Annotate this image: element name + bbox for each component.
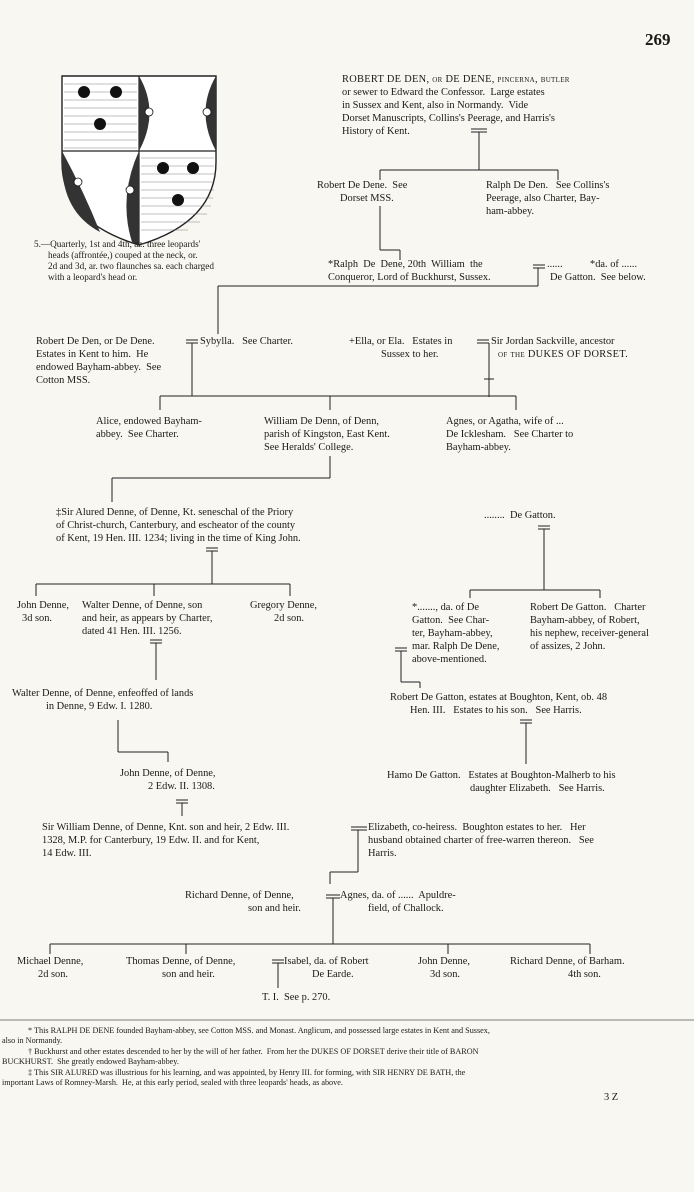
entry-da-of-de-gatton-charter-line-3: ter, Bayham-abbey, bbox=[412, 628, 493, 639]
entry-john-denne-3d-bottom-line-2: 3d son. bbox=[430, 969, 461, 980]
entry-ella-line-1: +Ella, or Ela. Estates in bbox=[349, 336, 453, 347]
entry-sackville-line-1: Sir Jordan Sackville, ancestor bbox=[491, 336, 615, 347]
entry-da-of-de-gatton-charter-line-1: *......., da. of De bbox=[412, 602, 479, 613]
entry-william-de-denn-line-2: parish of Kingston, East Kent. bbox=[264, 429, 390, 440]
entry-robert-de-gatton-charter-line-2: Bayham-abbey, of Robert, bbox=[530, 615, 640, 626]
entry-john-denne-3d-line-2: 3d son. bbox=[22, 613, 53, 624]
entry-gregory-denne-line-1: Gregory Denne, bbox=[250, 600, 317, 611]
entry-robert-de-den-line-5: History of Kent. bbox=[342, 126, 410, 137]
entry-sackville-line-2: of the DUKES OF DORSET. bbox=[498, 349, 629, 360]
footnote-2-line-2: BUCKHURST. She greatly endowed Bayham-abbey. bbox=[2, 1057, 179, 1066]
entry-ralph-de-den-line-2: Peerage, also Charter, Bay- bbox=[486, 193, 600, 204]
entry-sir-alured-line-3: of Kent, 19 Hen. III. 1234; living in the time of King John. bbox=[56, 533, 301, 544]
entry-richard-denne-heir-line-1: Richard Denne, of Denne, bbox=[185, 890, 294, 901]
entry-elizabeth-line-2: husband obtained charter of free-warren thereon. See bbox=[368, 835, 594, 846]
entry-elizabeth-line-3: Harris. bbox=[368, 848, 397, 859]
entry-sir-william-denne-line-2: 1328, M.P. for Canterbury, 19 Edw. II. and for Kent, bbox=[42, 835, 260, 846]
entry-alice-line-1: Alice, endowed Bayham- bbox=[96, 416, 202, 427]
entry-ralph-de-dene-line-1: *Ralph De Dene, 20th William the bbox=[328, 259, 483, 270]
entry-da-of-de-gatton-charter-line-5: above-mentioned. bbox=[412, 654, 487, 665]
entry-ti-reference: T. I. See p. 270. bbox=[262, 992, 331, 1003]
entry-agnes-line-3: Bayham-abbey. bbox=[446, 442, 511, 453]
entry-walter-denne-line-1: Walter Denne, of Denne, son bbox=[82, 600, 203, 611]
entry-agnes-line-2: De Icklesham. See Charter to bbox=[446, 429, 574, 440]
entry-robert-de-den-kent-line-1: Robert De Den, or De Dene. bbox=[36, 336, 155, 347]
entry-robert-de-dene-dorset-line-1: Robert De Dene. See bbox=[317, 180, 408, 191]
page-number: 269 bbox=[645, 30, 671, 49]
entry-isabel-line-2: De Earde. bbox=[312, 969, 354, 980]
entry-ralph-de-dene-line-2: Conqueror, Lord of Buckhurst, Sussex. bbox=[328, 272, 491, 283]
entry-de-gatton-top: ........ De Gatton. bbox=[484, 510, 556, 521]
entry-richard-denne-barham-line-1: Richard Denne, of Barham. bbox=[510, 956, 625, 967]
entry-sir-alured-line-1: ‡Sir Alured Denne, of Denne, Kt. seneschal of the Priory bbox=[56, 507, 294, 518]
entry-gregory-denne-line-2: 2d son. bbox=[274, 613, 305, 624]
entry-robert-de-gatton-charter-line-3: his nephew, receiver-general bbox=[530, 628, 649, 639]
entry-alice-line-2: abbey. See Charter. bbox=[96, 429, 179, 440]
entry-robert-de-den-line-2: or sewer to Edward the Confessor. Large estates bbox=[342, 87, 545, 98]
entry-thomas-denne-line-2: son and heir. bbox=[162, 969, 215, 980]
footnote-3-line-1: ‡ This SIR ALURED was illustrious for his learning, and was appointed, by Henry III. for forming, with SIR HENRY DE BATH, the bbox=[28, 1068, 466, 1077]
entry-john-denne-3d-bottom-line-1: John Denne, bbox=[418, 956, 470, 967]
arms-caption-line-2: heads (affrontée,) couped at the neck, or. bbox=[48, 250, 198, 260]
entry-isabel-line-1: Isabel, da. of Robert bbox=[284, 956, 369, 967]
entry-john-denne-2edw-line-2: 2 Edw. II. 1308. bbox=[148, 781, 215, 792]
entry-richard-denne-barham-line-2: 4th son. bbox=[568, 969, 601, 980]
entry-robert-de-den-line-3: in Sussex and Kent, also in Normandy. Vide bbox=[342, 100, 529, 111]
entry-da-of-de-gatton-line-2: De Gatton. See below. bbox=[550, 272, 646, 283]
arms-caption-line-3: 2d and 3d, ar. two flaunches sa. each charged bbox=[48, 261, 214, 271]
entry-hamo-de-gatton-line-1: Hamo De Gatton. Estates at Boughton-Malherb to his bbox=[387, 770, 616, 781]
entry-ralph-de-den-line-1: Ralph De Den. See Collins's bbox=[486, 180, 610, 191]
entry-agnes-apuldrefield-line-1: Agnes, da. of ...... Apuldre- bbox=[340, 890, 456, 901]
footnote-2-line-1: † Buckhurst and other estates descended to her by the will of her father. From her the DUKES OF DORSET derive their title of BARON bbox=[28, 1047, 479, 1056]
entry-sybylla: Sybylla. See Charter. bbox=[200, 336, 293, 347]
footnote-1-line-2: also in Normandy. bbox=[2, 1036, 63, 1045]
entry-sir-alured-line-2: of Christ-church, Canterbury, and escheator of the county bbox=[56, 520, 296, 531]
entry-hamo-de-gatton-line-2: daughter Elizabeth. See Harris. bbox=[470, 783, 605, 794]
entry-walter-denne-enfeoffed-line-1: Walter Denne, of Denne, enfeoffed of lands bbox=[12, 688, 194, 699]
entry-elizabeth-line-1: Elizabeth, co-heiress. Boughton estates to her. Her bbox=[368, 822, 586, 833]
entry-sir-william-denne-line-3: 14 Edw. III. bbox=[42, 848, 92, 859]
entry-robert-de-gatton-charter-line-1: Robert De Gatton. Charter bbox=[530, 602, 646, 613]
entry-da-of-dots: ...... bbox=[547, 259, 563, 270]
entry-da-of-de-gatton-charter-line-2: Gatton. See Char- bbox=[412, 615, 490, 626]
entry-sir-william-denne-line-1: Sir William Denne, of Denne, Knt. son and heir, 2 Edw. III. bbox=[42, 822, 290, 833]
entry-da-of-de-gatton-charter-line-4: mar. Ralph De Dene, bbox=[412, 641, 500, 652]
entry-robert-de-gatton-boughton-line-2: Hen. III. Estates to his son. See Harris. bbox=[410, 705, 582, 716]
entry-agnes-apuldrefield-line-2: field, of Challock. bbox=[368, 903, 444, 914]
entry-robert-de-dene-dorset-line-2: Dorset MSS. bbox=[340, 193, 394, 204]
entry-walter-denne-line-2: and heir, as appears by Charter, bbox=[82, 613, 213, 624]
entry-walter-denne-enfeoffed-line-2: in Denne, 9 Edw. I. 1280. bbox=[46, 701, 153, 712]
entry-robert-de-den-kent-line-3: endowed Bayham-abbey. See bbox=[36, 362, 162, 373]
footnote-1-line-1: * This RALPH DE DENE founded Bayham-abbey, see Cotton MSS. and Monast. Anglicum, and possessed large estates in Kent and Sussex, bbox=[28, 1026, 490, 1035]
entry-da-of-de-gatton-line-1: *da. of ...... bbox=[590, 259, 638, 270]
entry-john-denne-3d-line-1: John Denne, bbox=[17, 600, 69, 611]
entry-robert-de-den-line-4: Dorset Manuscripts, Collins's Peerage, and Harris's bbox=[342, 113, 555, 124]
entry-agnes-line-1: Agnes, or Agatha, wife of ... bbox=[446, 416, 564, 427]
entry-michael-denne-line-2: 2d son. bbox=[38, 969, 69, 980]
arms-caption-line-1: 5.—Quarterly, 1st and 4th, az. three leopards' bbox=[34, 239, 201, 249]
entry-robert-de-gatton-charter-line-4: of assizes, 2 John. bbox=[530, 641, 606, 652]
entry-robert-de-den-kent-line-2: Estates in Kent to him. He bbox=[36, 349, 149, 360]
signature-mark: 3 Z bbox=[604, 1092, 619, 1103]
entry-walter-denne-line-3: dated 41 Hen. III. 1256. bbox=[82, 626, 182, 637]
entry-ralph-de-den-line-3: ham-abbey. bbox=[486, 206, 535, 217]
entry-richard-denne-heir-line-2: son and heir. bbox=[248, 903, 301, 914]
entry-thomas-denne-line-1: Thomas Denne, of Denne, bbox=[126, 956, 236, 967]
entry-robert-de-den-kent-line-4: Cotton MSS. bbox=[36, 375, 91, 386]
entry-william-de-denn-line-3: See Heralds' College. bbox=[264, 442, 354, 453]
footnote-3-line-2: important Laws of Romney-Marsh. He, at this early period, sealed with three leopards' heads, as above. bbox=[2, 1078, 343, 1087]
entry-john-denne-2edw-line-1: John Denne, of Denne, bbox=[120, 768, 216, 779]
entry-robert-de-den-line-1: ROBERT DE DEN, or DE DENE, pincerna, butler bbox=[342, 74, 570, 85]
entry-robert-de-gatton-boughton-line-1: Robert De Gatton, estates at Boughton, Kent, ob. 48 bbox=[390, 692, 608, 703]
entry-michael-denne-line-1: Michael Denne, bbox=[17, 956, 84, 967]
entry-ella-line-2: Sussex to her. bbox=[381, 349, 439, 360]
entry-william-de-denn-line-1: William De Denn, of Denn, bbox=[264, 416, 380, 427]
arms-caption-line-4: with a leopard's head or. bbox=[48, 272, 138, 282]
